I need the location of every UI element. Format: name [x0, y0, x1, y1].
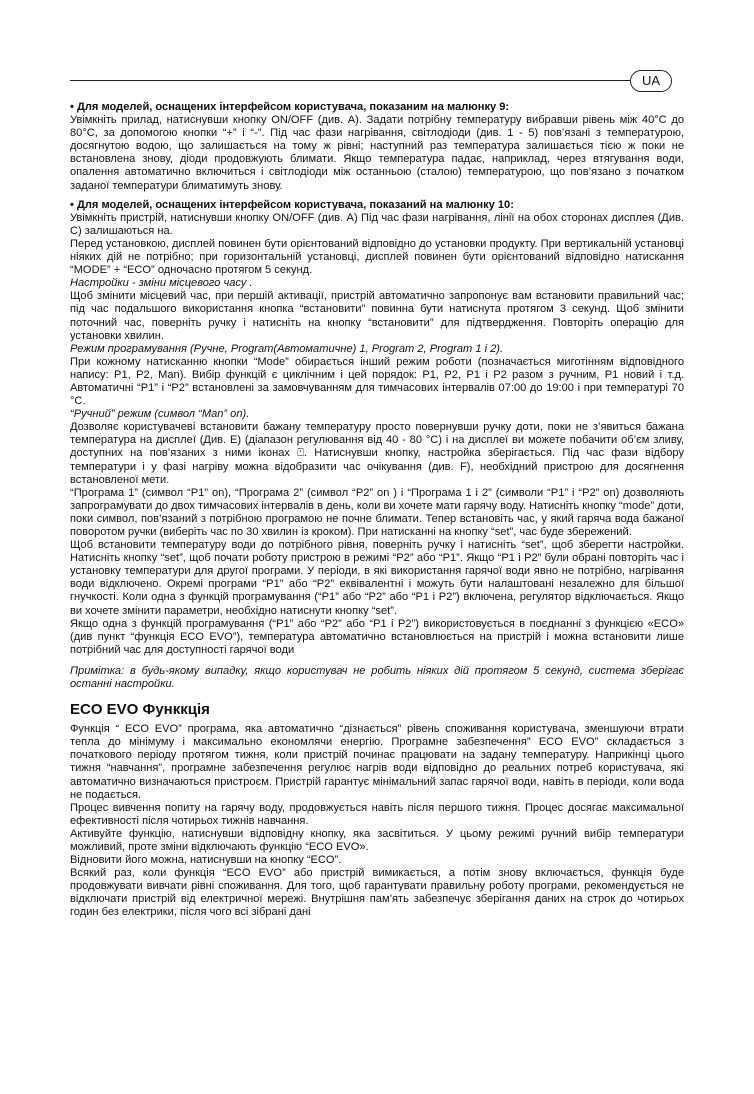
manual-mode-body: Дозволяє користувачеві встановити бажану температуру просто повернувши ручку доти, поки не з’явиться бажана температура на дисплеї (Див. E) (діапазон регулювання від 40 - 80 °C) і на дисплеї ви можете побачити об’єм зливу, доступних на пов’язаних з ними іконах ⍞. Натиснувши кнопку, настройка зберігається. Під час фази відбору температури і у фазі нагріву можна відобразити час очікування (див. F), необхідний пристрою для досягнення встановленої мети. — [70, 421, 684, 486]
program-body: “Програма 1” (символ “P1” on), “Програма 2” (символ “P2” on ) і “Програма 1 і 2” (символи “P1” і “P2” on) дозволяють запрограмувати до двох тимчасових інтервалів в день, коли ви хочете мати гарячу воду. Натисніть кнопку “mode” доти, поки символ, пов’язаний з потрібною програмою не почне блимати. Тепер встановіть час, у який гаряча вода бажаної поворотом ручки (виберіть час по 30 хвилин із кроком). При натисканні на кнопку “set”, час буде збережений. — [70, 486, 684, 538]
eco-evo-title: ECO EVO Функкція — [70, 701, 210, 719]
settings-title: Настройки - зміни місцевого часу . — [70, 277, 253, 290]
eco-evo-p4: Відновити його можна, натиснувши на кнопку “ECO”. — [70, 854, 342, 867]
header-rule — [70, 80, 644, 81]
modes-body: При кожному натисканню кнопки “Mode” обирається інший режим роботи (позначається миготінням відповідного напису: P1, P2, Man). Вибір функцій є циклічним і цей порядок: P1, P2, P1 і P2 разом з ручним, P1 новий і т.д. Автоматичні “P1” і “P2” встановлені за замовчуванням для тимчасових інтервалів 07:00 до 19:00 і при температурі 70 °C. — [70, 355, 684, 408]
settings-body: Щоб змінити місцевий час, при першій активації, пристрій автоматично запропонує вам встановити правильний час; під час подальшого використання кнопка “встановити” повинна бути натиснута протягом 3 секунд. Щоб змінити поточний час, поверніть ручку і натисніть на кнопку “встановити” для підтвердження. Повторіть операцію для установки хвилин. — [70, 290, 684, 342]
eco-evo-p3: Активуйте функцію, натиснувши відповідну кнопку, яка засвітиться. У цьому режимі ручний вибір температури можливий, проте зміни відключають функцію “ECO EVO». — [70, 827, 684, 853]
section9-body: Увімкніть прилад, натиснувши кнопку ON/OFF (див. A). Задати потрібну температуру вибравши рівень між 40°C до 80°C, за допомогою кнопки “+” і “-”. Під час фази нагрівання, світлодіоди (див. 1 - 5) пов’язані з температурою, досягнутою водою, що залишається на тому ж рівні; наступний раз температура залишається тією ж поки не встановлена знову, діоди продовжують блимати. Якщо температура падає, наприклад, через втягування води, опалення автоматично включиться і світлодіоди між останньою (сталою) температурою, що пов’язано з початком заданої температури блиматимуть знову. — [70, 114, 684, 192]
section10-display-orientation: Перед установкою, дисплей повинен бути орієнтований відповідно до установки продукту. При вертикальній установці ніяких дій не потрібно; при горизонтальній установці, дисплей повинен бути орієнтований відповідно натискання “MODE” + “ECO” одночасно протягом 5 секунд. — [70, 237, 684, 277]
eco-combination-body: Якщо одна з функцій програмування (“P1” або “P2” або “P1 і P2”) використовується в поєднанні з функцією «ECO» (див пункт “функція ECO EVO”), температура автоматично встановлюється на пристрій і можна встановити лише потрібний час для доступності гарячої води — [70, 617, 684, 656]
eco-evo-p1: Функція “ ECO EVO” програма, яка автоматично “дізнається” рівень споживання користувача, зменшуючи втрати тепла до мінімуму і максимально економлячи енергію. Програмне забезпечення” ECO EVO” складається з початкового періоду протягом тижня, коли пристрій починає працювати на задану температуру. Наприкінці цього тижня “навчання”, програмне забезпечення регулює нагрів води відповідно до реальних потреб користувача, які автоматично визначаються пристроєм. Пристрій гарантує мінімальний запас гарячої води, навіть в періоди, коли вода не подається. — [70, 723, 684, 801]
language-badge: UA — [630, 70, 672, 92]
modes-title: Режим програмування (Ручне, Program(Автоматичне) 1, Program 2, Program 1 і 2). — [70, 342, 504, 355]
section9-heading: • Для моделей, оснащених інтерфейсом користувача, показаним на малюнку 9: — [70, 101, 510, 113]
manual-mode-title: “Ручний” режим (символ “Man” on). — [70, 408, 250, 421]
page-content — [70, 101, 684, 920]
eco-evo-p2: Процес вивчення попиту на гарячу воду, продовжується навіть після першого тижня. Процес досягає максимальної ефективності після чотирьох тижнів навчання. — [70, 801, 684, 827]
section10-intro: Увімкніть пристрій, натиснувши кнопку ON/OFF (див. A) Під час фази нагрівання, лінії на обох сторонах дисплея (Див. C) залишаються на. — [70, 211, 684, 237]
set-temperature-body: Щоб встановити температуру води до потрібного рівня, поверніть ручку і натисніть “set”, щоб зберегти настройки. Натисніть кнопку “set”, щоб почати роботу пристрою в режимі “P2” або “P1”. Якщо “P1 і P2” були обрані повторіть час і установку температури для другої програми. У періоди, в які використання гарячої води явно не потрібно, нагрівання води відключено. Окремі програми “P1” або “P2” еквівалентні і можуть бути налаштовані незалежно для більшої гнучкості. Коли одна з функцій програмування (“P1” або “P2” або “P1 і P2”) включена, регулятор відключається. Якщо ви хочете змінити параметри, необхідно натиснути кнопку “set”. — [70, 539, 684, 617]
note: Примітка: в будь-якому випадку, якщо користувач не робить ніяких дій протягом 5 секунд, система зберігає останні настройки. — [70, 664, 684, 691]
eco-evo-p5: Всякий раз, коли функція “ECO EVO” або пристрій вимикається, а потім знову включається, функція буде продовжувати вивчати рівні споживання. Для того, щоб гарантувати правильну роботу програми, рекомендується не відключати пристрій від електричної мережі. Внутрішня пам’ять забезпечує зберігання даних на строк до чотирьох годин без електрики, після чого всі зібрані дані — [70, 867, 684, 919]
section10-heading: • Для моделей, оснащених інтерфейсом користувача, показаний на малюнку 10: — [70, 198, 514, 211]
